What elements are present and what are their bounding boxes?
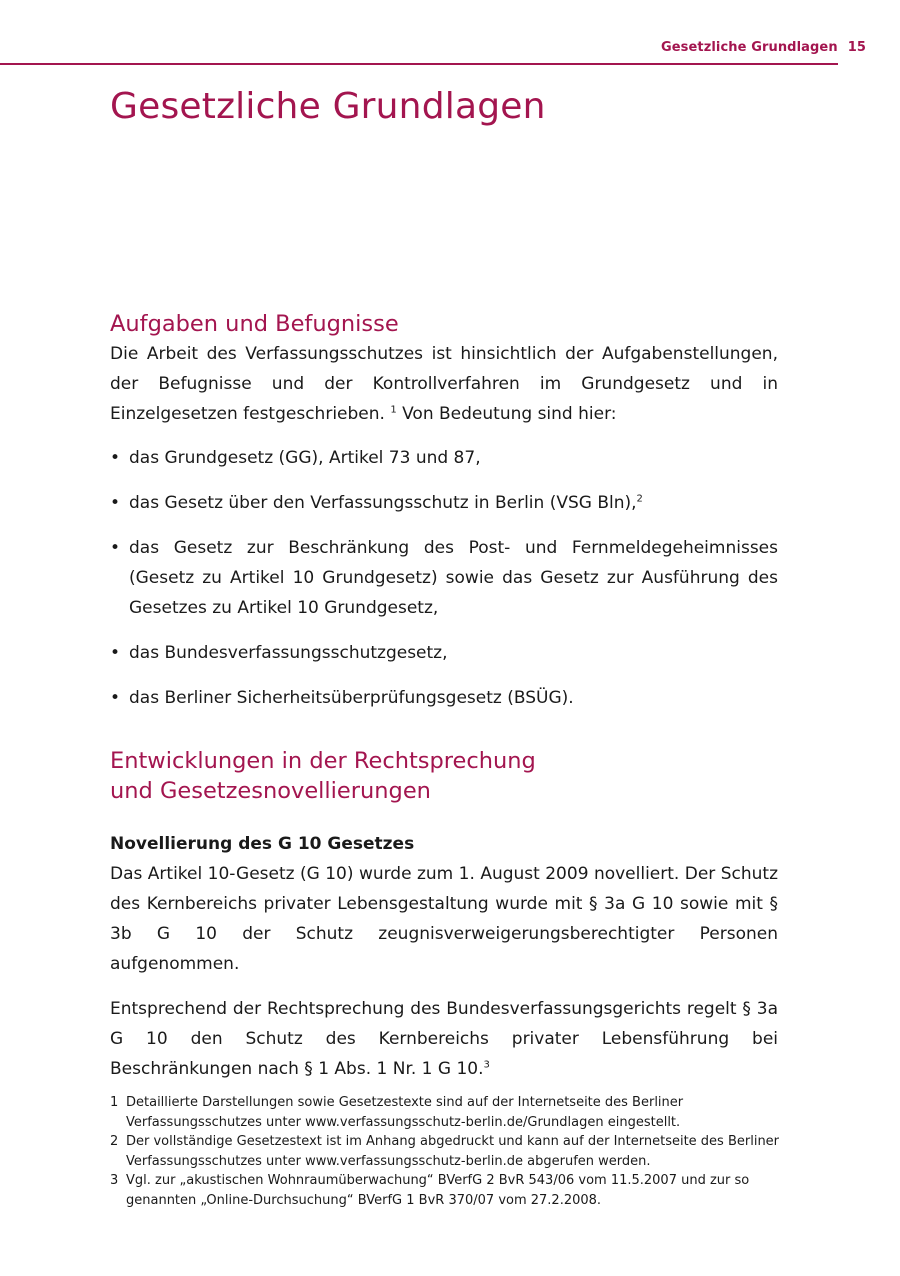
running-header <box>661 40 866 55</box>
intro-text: Die Arbeit des Verfassungsschutzes ist hinsichtlich der Aufgabenstellungen, der Befugnisse und der Kontrollverfahren im Grundgesetz und in Einzelgesetzen festgeschrieben. <box>110 344 778 424</box>
section-heading-line1: Entwicklungen in der Rechtsprechung <box>110 748 536 774</box>
list-item-text: das Bundesverfassungsschutzgesetz, <box>129 643 448 663</box>
bullet-icon: • <box>110 643 121 663</box>
header-rule <box>0 63 838 65</box>
footnote-text: Der vollständige Gesetzestext ist im Anhang abgedruckt und kann auf der Internetseite des Berliner Verfassungsschutzes unter www.verfassungsschutz-berlin.de abgerufen werden. <box>126 1134 780 1169</box>
footnote <box>110 1171 790 1210</box>
list-item <box>110 533 778 623</box>
list-item-text: das Gesetz zur Beschränkung des Post- und Fernmeldegeheimnisses (Gesetz zu Artikel 10 Grundgesetz) sowie das Gesetz zur Ausführung des Gesetzes zu Artikel 10 Grundgesetz, <box>129 538 778 618</box>
intro-paragraph <box>110 339 778 429</box>
footnote-ref-2[interactable]: 2 <box>636 493 643 505</box>
footnote-ref-3[interactable]: 3 <box>483 1059 490 1071</box>
intro-tail: Von Bedeutung sind hier: <box>396 404 617 424</box>
paragraph-novellierung: Das Artikel 10-Gesetz (G 10) wurde zum 1. August 2009 novelliert. Der Schutz des Kernbereichs privater Lebensgestaltung wurde mit § 3a G 10 sowie mit § 3b G 10 der Schutz zeugnisverweigerungsberechtigter Personen aufgenommen. <box>110 864 778 974</box>
main-content <box>110 309 778 1084</box>
footnote-number: 3 <box>110 1173 119 1188</box>
bullet-icon: • <box>110 688 121 708</box>
footnote <box>110 1132 790 1171</box>
footnote-number: 1 <box>110 1095 119 1110</box>
footnote-text: Detaillierte Darstellungen sowie Gesetzestexte sind auf der Internetseite des Berliner Verfassungsschutzes unter www.verfassungsschutz-berlin.de/Grundlagen eingestellt. <box>126 1095 684 1130</box>
running-title: Gesetzliche Grundlagen <box>660 40 838 55</box>
paragraph-rechtsprechung <box>110 994 778 1084</box>
list-item-text: das Gesetz über den Verfassungsschutz in Berlin (VSG Bln), <box>129 493 637 513</box>
section-heading-line2: und Gesetzesnovellierungen <box>110 778 431 804</box>
list-item <box>110 488 778 518</box>
footnote-ref-1[interactable]: 1 <box>390 404 397 416</box>
list-item-text: das Grundgesetz (GG), Artikel 73 und 87, <box>129 448 481 468</box>
page-number: 15 <box>847 40 866 55</box>
page-title: Gesetzliche Grundlagen <box>110 86 546 127</box>
footnote <box>110 1093 790 1132</box>
list-item-text: das Berliner Sicherheitsüberprüfungsgesetz (BSÜG). <box>129 688 574 708</box>
list-item <box>110 443 778 473</box>
footnote-number: 2 <box>110 1134 119 1149</box>
paragraph-rechtsprechung-text: Entsprechend der Rechtsprechung des Bundesverfassungsgerichts regelt § 3a G 10 den Schutz des Kernbereichs privater Lebensführung bei Beschränkungen nach § 1 Abs. 1 Nr. 1 G 10. <box>110 999 778 1079</box>
footnote-text: Vgl. zur „akustischen Wohnraumüberwachung“ BVerfG 2 BvR 543/06 vom 11.5.2007 und zur so genannten „Online-Durchsuchung“ BVerfG 1 BvR 370/07 vom 27.2.2008. <box>126 1173 750 1208</box>
subheading-novellierung: Novellierung des G 10 Gesetzes <box>110 834 415 854</box>
footnotes <box>110 1093 790 1210</box>
bullet-icon: • <box>110 448 121 468</box>
list-item <box>110 683 778 713</box>
section-heading-entwicklungen <box>110 746 778 806</box>
law-list <box>110 443 778 713</box>
section-heading-aufgaben: Aufgaben und Befugnisse <box>110 311 399 337</box>
bullet-icon: • <box>110 538 121 558</box>
bullet-icon: • <box>110 493 121 513</box>
list-item <box>110 638 778 668</box>
